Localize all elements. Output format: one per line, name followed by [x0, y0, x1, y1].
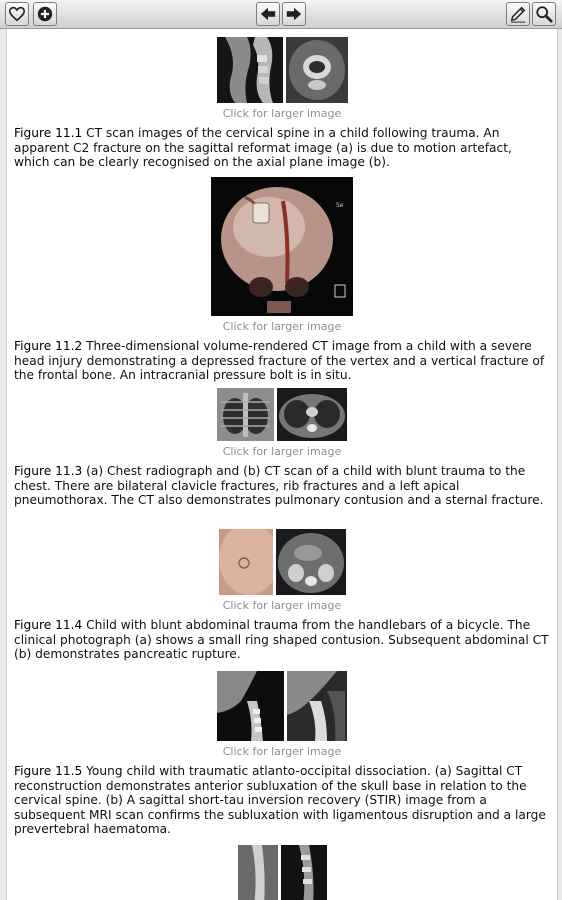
larger-image-link[interactable]: Click for larger image	[222, 599, 342, 612]
larger-image-link[interactable]: Click for larger image	[222, 745, 342, 758]
plus-circle-icon	[36, 5, 54, 23]
figure-11-2-image[interactable]	[211, 177, 353, 316]
pencil-icon	[509, 5, 527, 23]
larger-image-link[interactable]: Click for larger image	[222, 320, 342, 333]
search-button[interactable]	[532, 2, 556, 26]
heart-icon	[8, 5, 26, 23]
edit-button[interactable]	[506, 2, 530, 26]
forward-button[interactable]	[282, 2, 306, 26]
back-button[interactable]	[256, 2, 280, 26]
figure-caption	[7, 464, 557, 508]
figure-11-2	[7, 177, 557, 383]
figure-11-3-image-b[interactable]	[277, 388, 347, 441]
figure-11-1-image-a[interactable]	[217, 37, 283, 103]
figure-caption	[7, 126, 557, 170]
figure-11-4-image-a[interactable]	[219, 529, 273, 595]
article-content	[6, 29, 558, 900]
arrow-left-icon	[259, 5, 277, 23]
add-button[interactable]	[33, 2, 57, 26]
figure-caption	[7, 764, 557, 837]
figure-11-6	[7, 845, 557, 900]
figure-11-1-image-b[interactable]	[286, 37, 348, 103]
figure-caption-text: Young child with traumatic atlanto-occipital dissociation. (a) Sagittal CT reconstruction demonstrates anterior subluxation of the skull base in relation to the cervical spine. (b) A sagittal short-tau inversion recovery (STIR) image from a subsequent MRI scan confirms the subluxation with ligamentous disruption and a large prevertebral haematoma.	[14, 764, 546, 837]
figure-label: Figure 11.3	[14, 464, 83, 478]
figure-11-5	[7, 671, 557, 837]
figure-label: Figure 11.5	[14, 764, 83, 778]
figure-label: Figure 11.4	[14, 618, 83, 632]
figure-caption-text: CT scan images of the cervical spine in a child following trauma. An apparent C2 fracture on the sagittal reformat image (a) is due to motion artefact, which can be clearly recognised on the axial plane image (b).	[14, 126, 512, 170]
toolbar	[0, 0, 562, 29]
figure-caption	[7, 618, 557, 662]
figure-caption-text: (a) Chest radiograph and (b) CT scan of a child with blunt trauma to the chest. There are bilateral clavicle fractures, rib fractures and a left apical pneumothorax. The CT also demonstrates pulmonary contusion and a sternal fracture.	[14, 464, 544, 508]
figure-11-4	[7, 529, 557, 662]
arrow-right-icon	[285, 5, 303, 23]
figure-11-3-image-a[interactable]	[217, 388, 274, 441]
figure-11-1	[7, 37, 557, 170]
favorite-button[interactable]	[5, 2, 29, 26]
figure-caption-text: Child with blunt abdominal trauma from the handlebars of a bicycle. The clinical photograph (a) shows a small ring shaped contusion. Subsequent abdominal CT (b) demonstrates pancreatic rupture.	[14, 618, 549, 662]
figure-11-5-image-a[interactable]	[217, 671, 284, 741]
magnifier-icon	[535, 5, 553, 23]
svg-text:Se: Se	[336, 202, 344, 209]
figure-11-3	[7, 388, 557, 508]
larger-image-link[interactable]: Click for larger image	[222, 445, 342, 458]
figure-11-6-image-b[interactable]	[281, 845, 327, 900]
figure-11-4-image-b[interactable]	[276, 529, 346, 595]
figure-label: Figure 11.1	[14, 126, 83, 140]
figure-caption-text: Three-dimensional volume-rendered CT image from a child with a severe head injury demonstrating a depressed fracture of the vertex and a vertical fracture of the frontal bone. An intracranial pressure bolt is in situ.	[14, 339, 545, 383]
figure-label: Figure 11.2	[14, 339, 83, 353]
figure-caption	[7, 339, 557, 383]
figure-11-5-image-b[interactable]	[287, 671, 347, 741]
figure-11-6-image-a[interactable]	[238, 845, 278, 900]
larger-image-link[interactable]: Click for larger image	[222, 107, 342, 120]
